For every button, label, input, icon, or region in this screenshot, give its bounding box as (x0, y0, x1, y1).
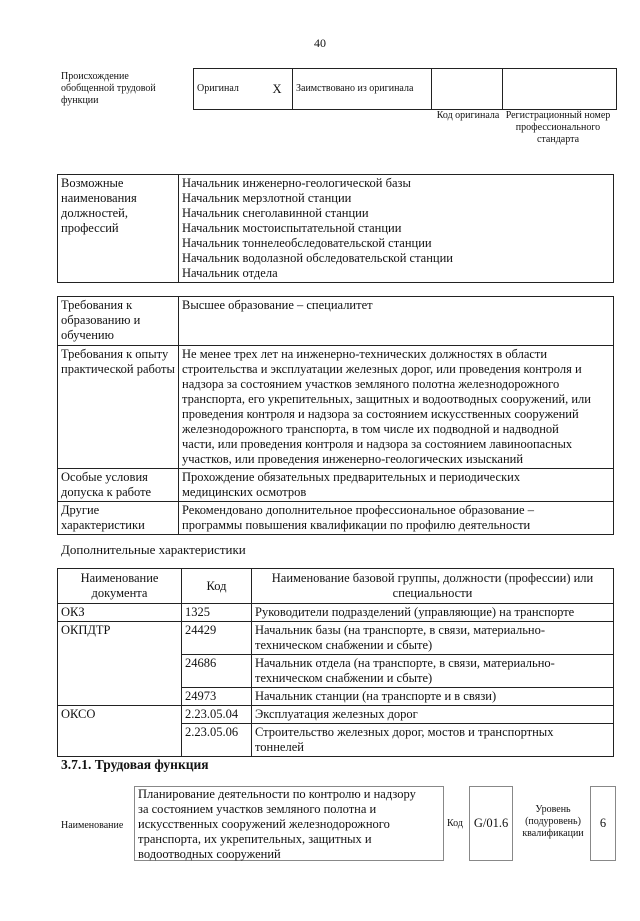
text-line: Начальник базы (на транспорте, в связи, материально- (255, 623, 546, 637)
text-line: за состоянием участков земляного полотна и (138, 802, 377, 816)
positions-list (179, 175, 614, 283)
text-line: надзора за состоянием участков земляного полотна железнодорожного (182, 377, 560, 391)
text-line: Высшее образование – специалитет (182, 298, 373, 312)
okso-name (252, 724, 614, 757)
okso-code: 2.23.05.04 (182, 706, 252, 724)
text-line: медицинских осмотров (182, 485, 307, 499)
position-item: Начальник водолазной обследовательской станции (182, 251, 453, 265)
header-name: Наименование базовой группы, должности (профессии) или специальности (252, 569, 614, 604)
position-item: Начальник инженерно-геологической базы (182, 176, 411, 190)
text-line: железнодорожного транспорта, в том числе их подводной и надводной (182, 422, 559, 436)
requirements-table (57, 296, 614, 535)
qualification-level-label: Уровень (подуровень) квалификации (522, 804, 584, 839)
text-line: строительства и эксплуатации железных дорог, или проведения контроля и (182, 362, 582, 376)
req-education-label: Требования к образованию и обучению (58, 297, 179, 346)
function-name-label: Наименование (61, 820, 124, 831)
text-line: Начальник отдела (на транспорте, в связи, материально- (255, 656, 555, 670)
function-code-value: G/01.6 (469, 786, 513, 861)
okpdtr-name (252, 622, 614, 655)
text-line: Не менее трех лет на инженерно-технических должностях в области (182, 347, 548, 361)
position-item: Начальник мерзлотной станции (182, 191, 352, 205)
okz-code: 1325 (182, 604, 252, 622)
okpdtr-code: 24973 (182, 688, 252, 706)
text-line: транспорта, их укрепительных, защитных и (138, 832, 372, 846)
okso-doc: ОКСО (58, 706, 182, 757)
text-line: проведения контроля и надзора за состоянием искусственных сооружений (182, 407, 579, 421)
req-admission-label: Особые условия допуска к работе (58, 469, 179, 502)
okpdtr-code: 24429 (182, 622, 252, 655)
req-other-label: Другие характеристики (58, 502, 179, 535)
text-line: искусственных сооружений железнодорожного (138, 817, 390, 831)
okpdtr-doc: ОКПДТР (58, 622, 182, 706)
function-code-label: Код (447, 818, 463, 829)
okso-code: 2.23.05.06 (182, 724, 252, 757)
position-item: Начальник тоннелеобследовательской станции (182, 236, 432, 250)
okpdtr-code: 24686 (182, 655, 252, 688)
origin-mark: X (262, 69, 293, 110)
req-experience-label: Требования к опыту практической работы (58, 346, 179, 469)
req-experience-value (179, 346, 614, 469)
text-line: Начальник станции (на транспорте и в связи) (255, 689, 497, 703)
text-line: части, или проведения контроля и надзора за состоянием лавиноопасных (182, 437, 573, 451)
origin-borrowed: Заимствовано из оригинала (293, 69, 432, 110)
text-line: Прохождение обязательных предварительных и периодических (182, 470, 521, 484)
text-line: Строительство железных дорог, мостов и транспортных (255, 725, 554, 739)
text-line: Планирование деятельности по контролю и надзору (138, 787, 416, 801)
header-code: Код (182, 569, 252, 604)
okz-name (252, 604, 614, 622)
header-document: Наименование документа (58, 569, 182, 604)
req-education-value (179, 297, 614, 346)
text-line: водоотводных сооружений (138, 847, 281, 861)
origin-table (193, 68, 617, 110)
origin-reg-cell (503, 69, 617, 110)
okpdtr-name (252, 655, 614, 688)
text-line: Рекомендовано дополнительное профессиональное образование – (182, 503, 534, 517)
text-line: техническом снабжении и сбыте) (255, 638, 433, 652)
text-line: участков, или проведения инженерно-геологических изысканий (182, 452, 524, 466)
origin-code-cell (432, 69, 503, 110)
okpdtr-name (252, 688, 614, 706)
text-line: техническом снабжении и сбыте) (255, 671, 433, 685)
function-name-box (134, 786, 444, 861)
reg-number-caption: Регистрационный номер профессионального стандарта (505, 110, 611, 145)
positions-label: Возможные наименования должностей, профессий (58, 175, 179, 283)
req-admission-value (179, 469, 614, 502)
position-item: Начальник снеголавинной станции (182, 206, 369, 220)
additional-title: Дополнительные характеристики (61, 542, 246, 557)
text-line: тоннелей (255, 740, 304, 754)
req-other-value (179, 502, 614, 535)
origin-label: Происхождение обобщенной трудовой функции (61, 71, 156, 106)
text-line: программы повышения квалификации по профилю деятельности (182, 518, 531, 532)
section-heading: 3.7.1. Трудовая функция (61, 757, 209, 772)
page-number: 40 (314, 36, 326, 50)
position-item: Начальник отдела (182, 266, 278, 280)
text-line: Эксплуатация железных дорог (255, 707, 418, 721)
additional-table (57, 568, 614, 757)
qualification-level-value: 6 (590, 786, 616, 861)
text-line: Руководители подразделений (управляющие) на транспорте (255, 605, 575, 619)
origin-original: Оригинал (194, 69, 263, 110)
code-original-caption: Код оригинала (436, 110, 500, 121)
okz-doc: ОКЗ (58, 604, 182, 622)
positions-table (57, 174, 614, 283)
position-item: Начальник мостоиспытательной станции (182, 221, 402, 235)
okso-name (252, 706, 614, 724)
text-line: транспорта, его укрепительных, защитных и водоотводных сооружений, или (182, 392, 591, 406)
